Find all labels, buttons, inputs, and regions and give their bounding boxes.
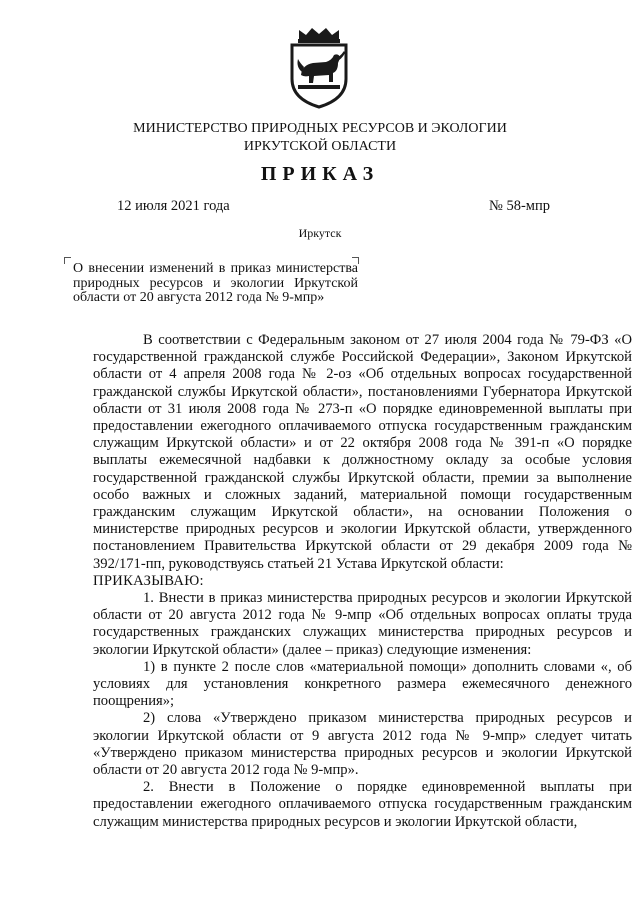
item-2-paragraph: 2. Внести в Положение о порядке единовременной выплаты при предоставлении ежегодного оплачиваемого отпуска государственным гражданским служащим министерства природных ресурсов и экологии Иркутской области, xyxy=(93,779,632,830)
irkutsk-coat-of-arms-icon xyxy=(286,27,352,109)
document-body xyxy=(93,332,632,831)
document-city: Иркутск xyxy=(298,226,342,240)
document-subject: О внесении изменений в приказ министерства природных ресурсов и экологии Иркутской области от 20 августа 2012 года № 9-мпр» xyxy=(73,261,358,305)
preamble-paragraph: В соответствии с Федеральным законом от 27 июля 2004 года № 79-ФЗ «О государственной гражданской службе Российской Федерации», Законом Иркутской области от 4 апреля 2008 года № 2-оз «Об отдельных вопросах государственной гражданской службы Иркутской области», постановлениями Губернатора Иркутской области от 31 июля 2008 года № 273-п «О порядке единовременной выплаты при предоставлении ежегодного оплачиваемого отпуска государственным гражданским служащим Иркутской области» и от 22 октября 2008 года № 391-п «О порядке выплаты ежемесячной надбавки к должностному окладу за особые условия государственной гражданской службы Иркутской области, премии за выполнение особо важных и сложных заданий, материальной помощи государственным гражданским служащим Иркутской области», на основании Положения о министерстве природных ресурсов и экологии Иркутской области, утвержденного постановлением Правительства Иркутской области от 29 декабря 2009 года № 392/171-пп, руководствуясь статьей 21 Устава Иркутской области: xyxy=(93,332,632,572)
document-date: 12 июля 2021 года xyxy=(117,198,230,214)
ministry-name-line2: ИРКУТСКОЙ ОБЛАСТИ xyxy=(243,139,397,154)
item-1-1-paragraph: 1) в пункте 2 после слов «материальной помощи» дополнить словами «, об условиях для установления конкретного размера ежемесячного денежного поощрения»; xyxy=(93,658,632,710)
item-1-2-paragraph: 2) слова «Утверждено приказом министерства природных ресурсов и экологии Иркутской области от 9 августа 2012 года № 9-мпр» следует читать «Утверждено приказом министерства природных ресурсов и экологии Иркутской области от 20 августа 2012 года № 9-мпр». xyxy=(93,710,632,779)
document-title: ПРИКАЗ xyxy=(260,163,380,185)
item-1-paragraph: 1. Внести в приказ министерства природных ресурсов и экологии Иркутской области от 20 августа 2012 года № 9-мпр «Об отдельных вопросах оплаты труда государственных гражданских служащих министерства природных ресурсов и экологии Иркутской области» (далее – приказ) следующие изменения: xyxy=(93,590,632,658)
document-number: № 58-мпр xyxy=(489,198,550,214)
order-word: ПРИКАЗЫВАЮ: xyxy=(93,572,204,589)
subject-corner-left xyxy=(64,257,71,264)
ministry-name-line1: МИНИСТЕРСТВО ПРИРОДНЫХ РЕСУРСОВ И ЭКОЛОГИИ xyxy=(133,121,507,136)
